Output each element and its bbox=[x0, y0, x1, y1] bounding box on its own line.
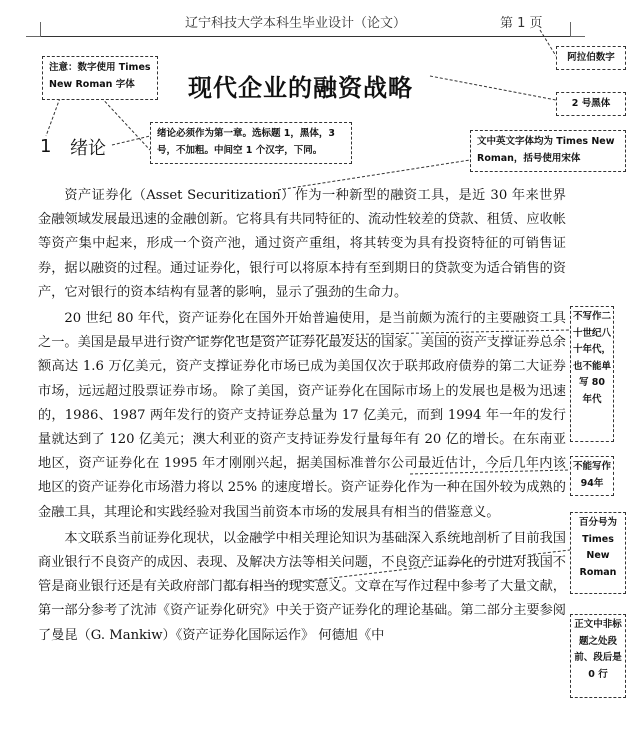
header-page-number: 第 1 页 bbox=[500, 16, 543, 31]
body-text bbox=[38, 184, 566, 648]
note-no-eighties: 不写作二十世纪八十年代，也不能单写 80 年代 bbox=[570, 306, 614, 442]
document-title: 现代企业的融资战略 bbox=[188, 74, 413, 102]
note-percent-font: 百分号为 Times New Roman bbox=[570, 512, 626, 594]
note-no-94: 不能写作94年 bbox=[570, 456, 614, 496]
paragraph-1: 资产证券化（Asset Securitization）作为一种新型的融资工具，是近 30 年来世界金融领域发展最迅速的金融创新。它将具有共同特征的、流动性较差的贷款、租赁、应收帐等资产集中起来，形成一个资产池，通过资产重组，将其转变为具有投资特征的可销售证券，据以融资的过程。通过证券化，银行可以将原本持有至到期日的贷款变为适合销售的资产，它对银行的资本结构有显著的影响，显示了强劲的生命力。 bbox=[38, 188, 566, 300]
chapter-number: 1 bbox=[40, 136, 52, 157]
paragraph-3: 本文联系当前证券化现状，以金融学中相关理论知识为基础深入系统地剖析了目前我国商业银行不良资产的成因、表现、及解决方法等相关问题，不良资产证券化的引进对我国不管是商业银行还是有关政府部门都有相当的现实意义。文章在写作过程中参考了大量文献，第一部分参考了沈沛《资产证券化研究》中关于资产证券化的理论基础。第二部分主要参阅了曼昆（G. Mankiw）《资产证券化国际运作》 何德旭《中 bbox=[38, 530, 566, 643]
note-page-number: 阿拉伯数字 bbox=[556, 46, 626, 70]
note-paragraph-spacing: 正文中非标题之处段前、段后是 0 行 bbox=[570, 614, 626, 698]
paragraph-2: 20 世纪 80 年代，资产证券化在国外开始普遍使用，是当前颇为流行的主要融资工具之一。美国是最早进行资产证券化也是资产证券化最发达的国家。美国的资产支撑证券总余额高达 1.6 万亿美元，资产支撑证券化市场已成为美国仅次于联邦政府债券的第二大证券市场，远远超过股票证券市场。 除了美国，资产证券化在国际市场上的发展也是极为迅速的，1986、1987 两年发行的资产支持证券总量为 17 亿美元，而到 1994 年一年的发行量就达到了 120 亿美元；澳大利亚的资产支持证券发行量每年有 20 亿的增长。在东南亚地区，资产证券化在 1995 年才刚刚兴起，据美国标准普尔公司最近估计，今后几年内该地区的资产证券化市场潜力将以 25% 的速度增长。资产证券化作为一种在国外较为成熟的金融工具，其理论和实践经验对我国当前资本市场的发展具有相当的借鉴意义。 bbox=[38, 311, 566, 520]
note-intro-rule: 绪论必须作为第一章。选标题 1，黑体，3 号，不加粗。中间空 1 个汉字，下同。 bbox=[150, 122, 352, 164]
note-mixed-font: 文中英文字体均为 Times New Roman，括号使用宋体 bbox=[470, 130, 626, 172]
header-title: 辽宁科技大学本科生毕业设计（论文） bbox=[185, 16, 407, 31]
chapter-title: 绪论 bbox=[70, 138, 106, 159]
note-numbers-font: 注意：数字使用 Times New Roman 字体 bbox=[42, 56, 158, 100]
note-title-font: 2 号黑体 bbox=[556, 92, 626, 116]
